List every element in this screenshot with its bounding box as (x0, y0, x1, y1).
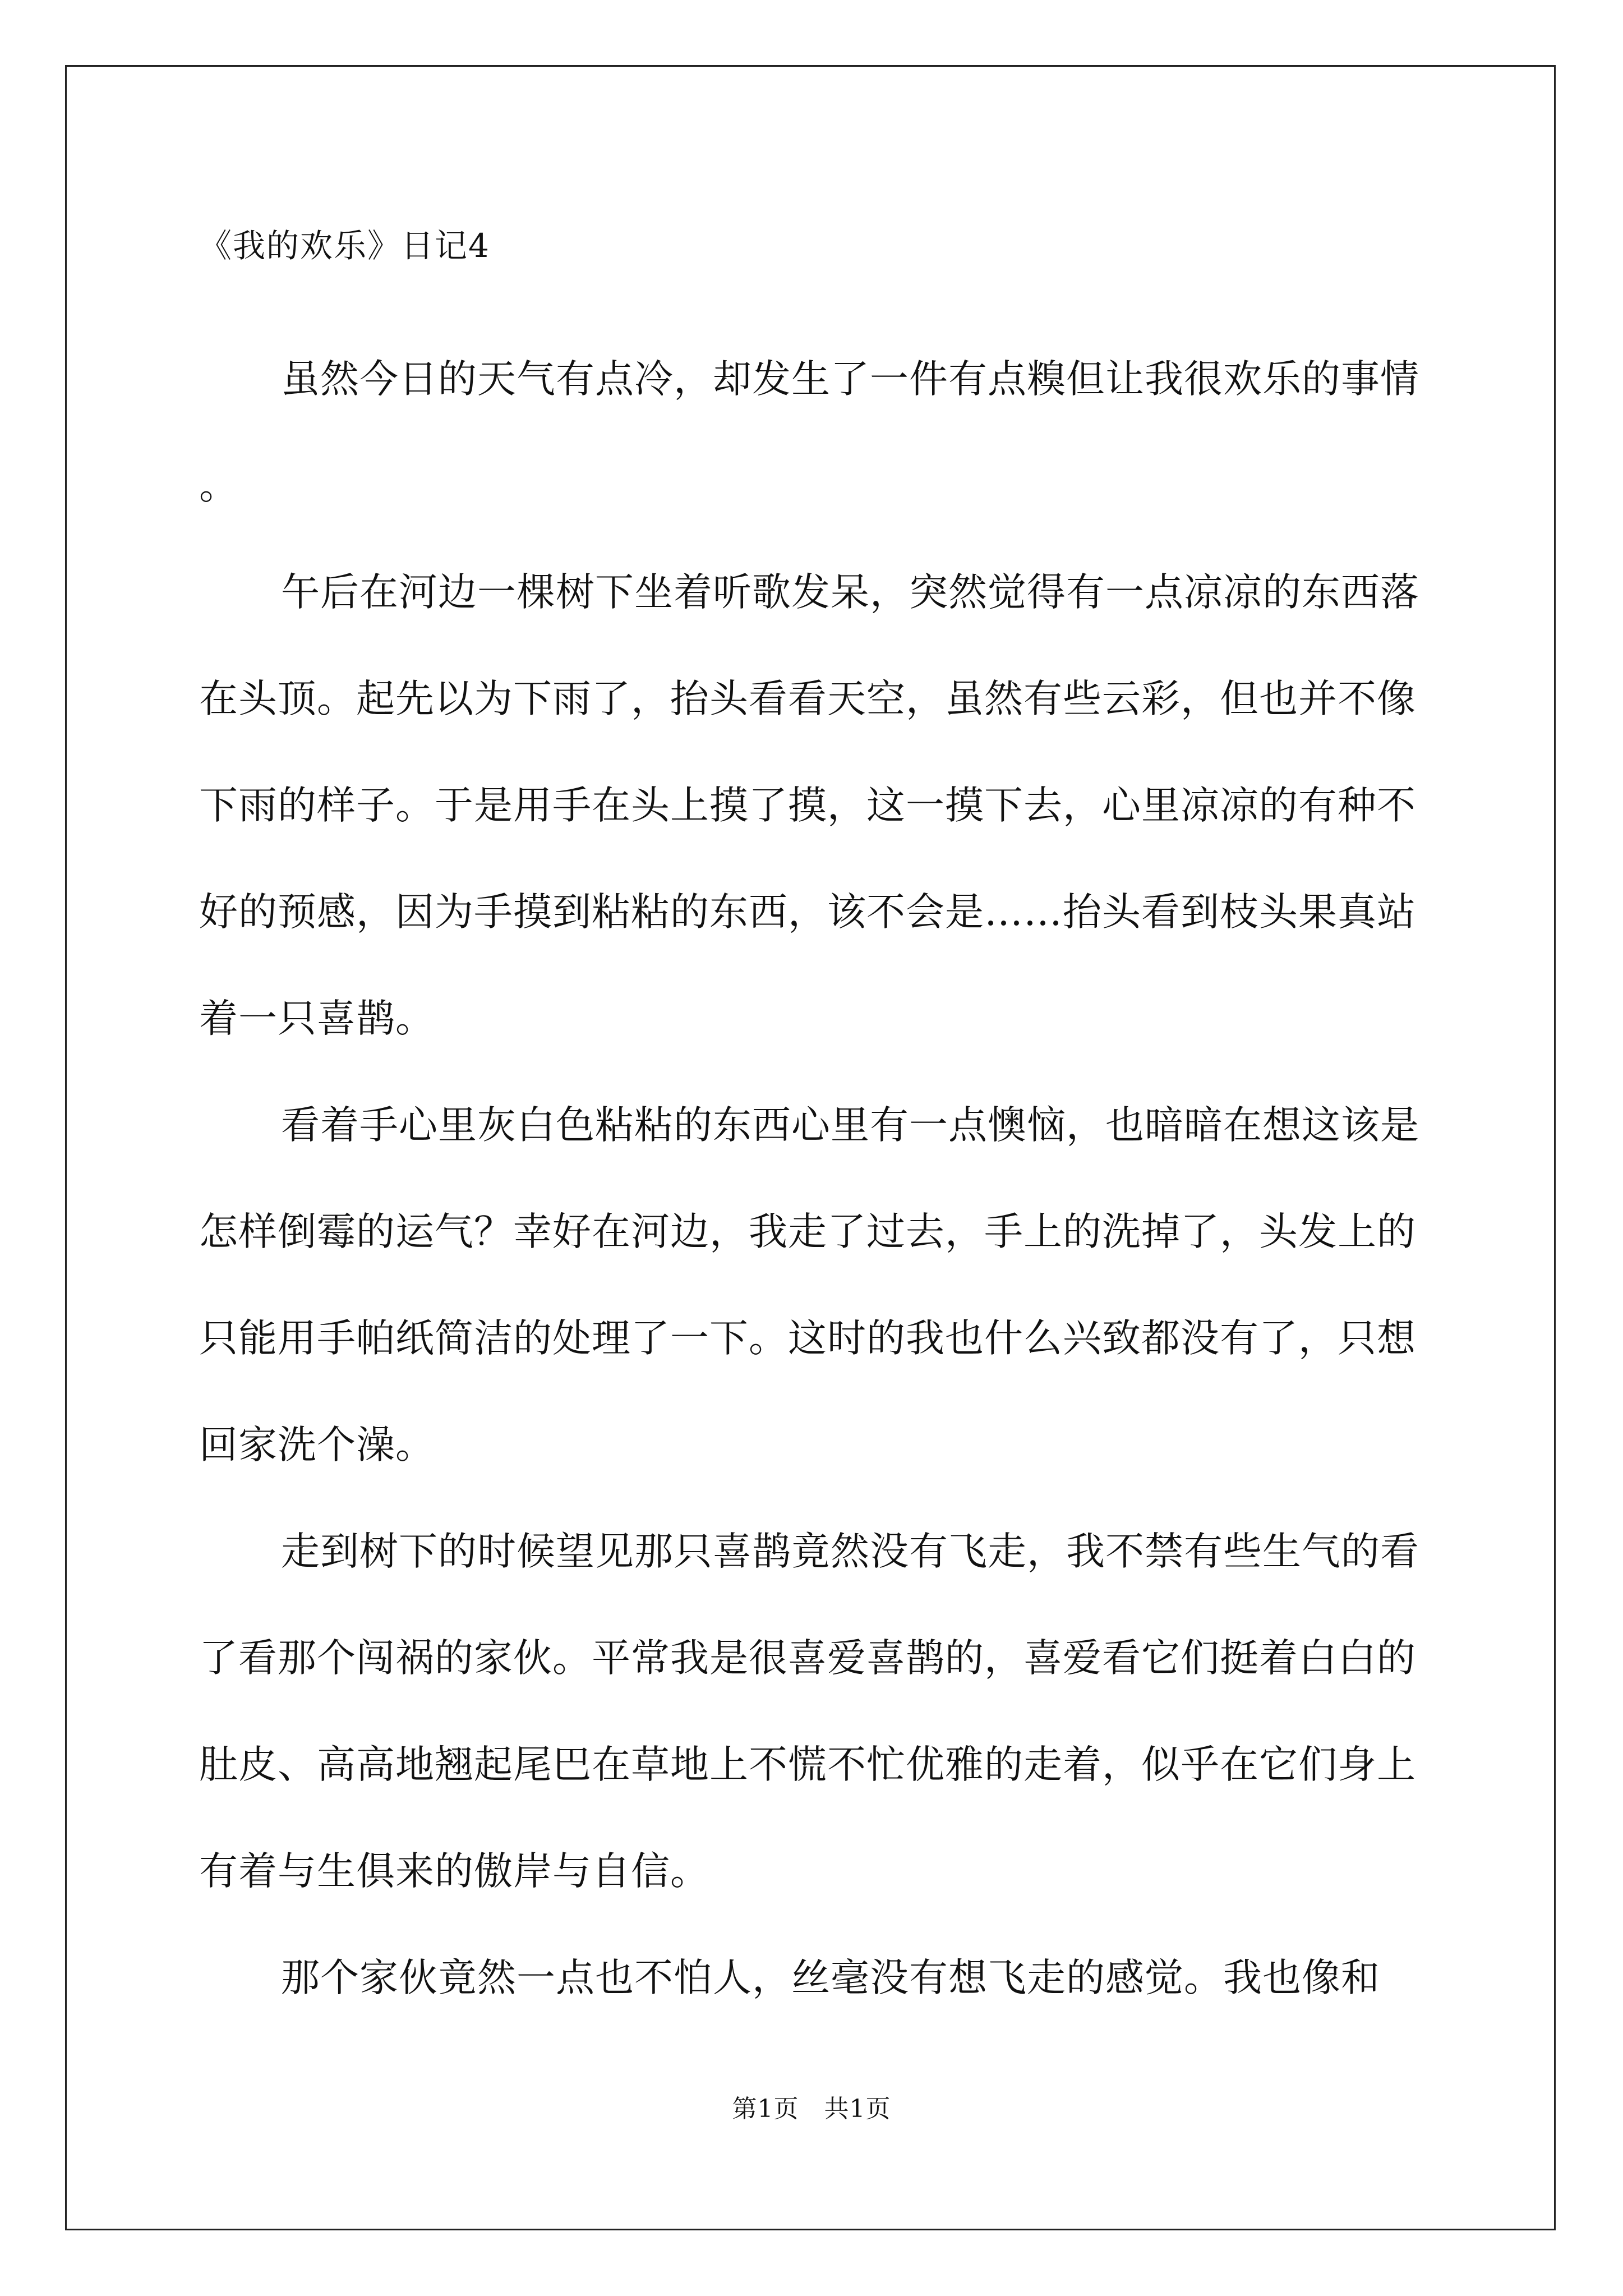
document-title: 《我的欢乐》日记4 (199, 227, 490, 265)
document-body (199, 219, 1427, 2031)
page-footer: 第1页 共1页 (732, 2095, 891, 2123)
paragraph: 看着手心里灰白色粘粘的东西心里有一点懊恼，也暗暗在想这该是怎样倒霉的运气？幸好在河边，我走了过去，手上的洗掉了，头发上的只能用手帕纸简洁的处理了一下。这时的我也什么兴致都没有了，只想回家洗个澡。 (199, 1103, 1419, 1467)
paragraph: 虽然今日的天气有点冷，却发生了一件有点糗但让我很欢乐的事情。 (199, 357, 1419, 508)
paragraph: 走到树下的时候望见那只喜鹊竟然没有飞走，我不禁有些生气的看了看那个闯祸的家伙。平常我是很喜爱喜鹊的，喜爱看它们挺着白白的肚皮、高高地翘起尾巴在草地上不慌不忙优雅的走着，似乎在它们身上有着与生俱来的傲岸与自信。 (199, 1529, 1419, 1894)
paragraph: 那个家伙竟然一点也不怕人，丝毫没有想飞走的感觉。我也像和 (281, 1955, 1380, 2000)
paragraph: 午后在河边一棵树下坐着听歌发呆，突然觉得有一点凉凉的东西落在头顶。起先以为下雨了，抬头看看天空，虽然有些云彩，但也并不像下雨的样子。于是用手在头上摸了摸，这一摸下去，心里凉凉的有种不好的预感，因为手摸到粘粘的东西，该不会是……抬头看到枝头果真站着一只喜鹊。 (199, 570, 1419, 1041)
